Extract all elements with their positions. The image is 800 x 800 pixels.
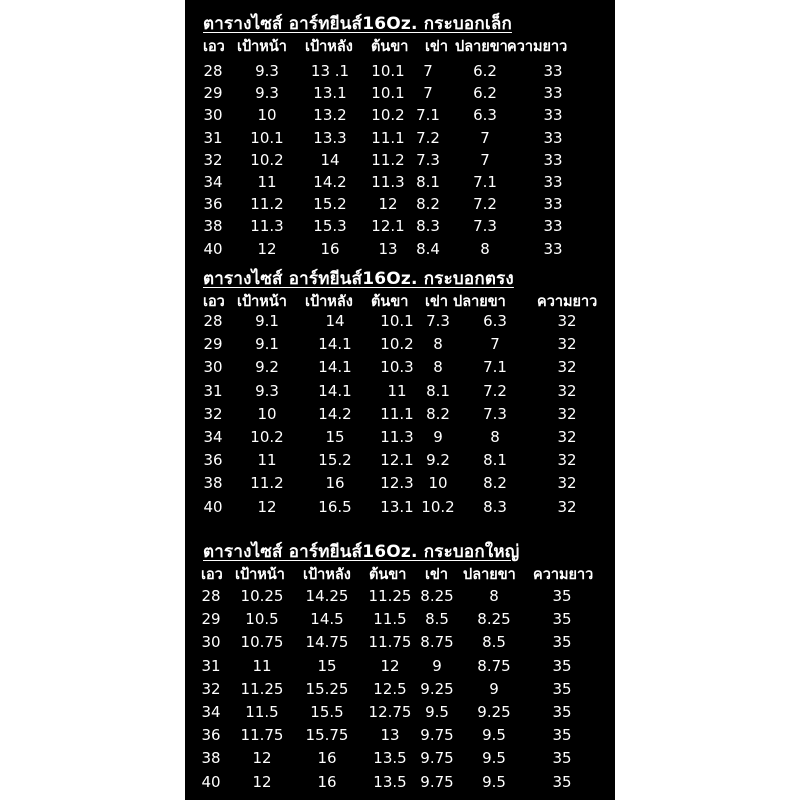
table-cell: 40	[203, 497, 223, 516]
table-cell: 33	[543, 173, 563, 191]
table-cell: 10.75	[240, 633, 284, 652]
column-header: เข่า	[425, 567, 449, 583]
table-cell: 7.1	[473, 173, 497, 191]
table-cell: 32	[557, 312, 577, 330]
table-cell: 13 .1	[310, 62, 350, 80]
table-cell: 11.2	[250, 195, 284, 214]
table-cell: 9.1	[255, 312, 279, 330]
column-header: เป้าหน้า	[235, 567, 285, 583]
table-cell: 9.75	[420, 749, 454, 768]
table-cell: 33	[543, 195, 563, 214]
table-cell: 7.2	[483, 381, 507, 400]
table-row	[185, 382, 615, 404]
table-cell: 35	[552, 633, 572, 652]
table-cell: 28	[201, 587, 221, 605]
table-cell: 14.25	[305, 587, 349, 605]
column-header: เป้าหลัง	[305, 294, 353, 310]
table-cell: 10	[257, 106, 277, 125]
table-cell: 9.3	[255, 381, 279, 400]
table-cell: 35	[552, 749, 572, 768]
table-cell: 12.3	[380, 474, 414, 493]
table-cell: 38	[201, 749, 221, 768]
table-cell: 8	[489, 587, 499, 605]
table-cell: 30	[203, 358, 223, 377]
table-row	[185, 84, 615, 106]
table-cell: 7	[423, 84, 433, 103]
table-row	[185, 195, 615, 217]
table-cell: 8.4	[416, 239, 440, 258]
column-header: เข่า	[425, 39, 449, 55]
table-cell: 7.3	[426, 312, 450, 330]
table-cell: 11	[257, 451, 277, 470]
table-cell: 30	[203, 106, 223, 125]
table-cell: 8.25	[420, 587, 454, 605]
table-cell: 8.1	[483, 451, 507, 470]
table-cell: 10.1	[371, 62, 405, 80]
table-header	[185, 290, 615, 312]
table-cell: 32	[203, 150, 223, 169]
table-row	[185, 106, 615, 128]
table-cell: 34	[203, 173, 223, 191]
table-row	[185, 680, 615, 702]
table-cell: 11.1	[380, 404, 414, 423]
table-cell: 7.3	[483, 404, 507, 423]
table-cell: 9	[489, 679, 499, 698]
table-cell: 31	[203, 128, 223, 147]
column-header: ปลายขา	[455, 39, 508, 55]
table-cell: 12	[252, 772, 272, 791]
table-row	[185, 703, 615, 725]
table-cell: 14.2	[313, 173, 347, 191]
table-cell: 7	[490, 335, 500, 354]
table-cell: 32	[557, 428, 577, 446]
table-cell: 8.3	[483, 497, 507, 516]
table-cell: 8.5	[482, 633, 506, 652]
table-cell: 9.25	[477, 703, 511, 721]
table-cell: 10.2	[371, 106, 405, 125]
table-cell: 8.1	[426, 381, 450, 400]
table-cell: 10.2	[250, 150, 284, 169]
column-header: เข่า	[425, 294, 449, 310]
table-cell: 33	[543, 217, 563, 236]
table-cell: 8	[433, 335, 443, 354]
table-cell: 16	[317, 749, 337, 768]
table-cell: 7.1	[416, 106, 440, 125]
table-cell: 9.5	[482, 726, 506, 745]
table-cell: 40	[203, 239, 223, 258]
table-cell: 11.3	[371, 173, 405, 191]
table-cell: 16	[325, 474, 345, 493]
table-cell: 15.25	[305, 679, 349, 698]
table-cell: 33	[543, 128, 563, 147]
table-row	[185, 312, 615, 334]
table-cell: 7.3	[416, 150, 440, 169]
table-cell: 11.5	[373, 610, 407, 629]
column-header: ความยาว	[533, 567, 594, 583]
table-cell: 8	[433, 358, 443, 377]
column-header: เป้าหลัง	[305, 39, 353, 55]
table-row	[185, 451, 615, 473]
table-cell: 10	[257, 404, 277, 423]
table-cell: 8.2	[483, 474, 507, 493]
table-cell: 8.25	[477, 610, 511, 629]
table-cell: 10.2	[380, 335, 414, 354]
table-cell: 13.5	[373, 772, 407, 791]
table-row	[185, 405, 615, 427]
table-cell: 12.5	[373, 679, 407, 698]
column-header: ความยาว	[507, 39, 568, 55]
table-cell: 10.2	[421, 497, 455, 516]
column-header: เอว	[201, 567, 223, 583]
table-cell: 7.1	[483, 358, 507, 377]
table-cell: 11.3	[380, 428, 414, 446]
section-title: ตารางไซส์ อาร์ทยีนส์16Oz. กระบอกเล็ก	[203, 14, 512, 34]
table-cell: 8.1	[416, 173, 440, 191]
table-row	[185, 657, 615, 679]
table-cell: 15.3	[313, 217, 347, 236]
table-cell: 16	[317, 772, 337, 791]
table-cell: 33	[543, 239, 563, 258]
table-cell: 9	[432, 656, 442, 675]
table-cell: 9.3	[255, 62, 279, 80]
column-header: ความยาว	[537, 294, 598, 310]
table-cell: 11.1	[371, 128, 405, 147]
table-cell: 35	[552, 656, 572, 675]
column-header: เอว	[203, 39, 225, 55]
table-cell: 12	[380, 656, 400, 675]
table-cell: 29	[203, 84, 223, 103]
table-row	[185, 749, 615, 771]
table-cell: 30	[201, 633, 221, 652]
table-row	[185, 62, 615, 84]
table-cell: 15.75	[305, 726, 349, 745]
table-cell: 36	[203, 451, 223, 470]
column-header: ต้นขา	[371, 39, 409, 55]
table-cell: 14.1	[318, 358, 352, 377]
table-cell: 13	[380, 726, 400, 745]
table-cell: 16	[320, 239, 340, 258]
table-cell: 14.2	[318, 404, 352, 423]
column-header: เป้าหลัง	[303, 567, 351, 583]
table-cell: 11.25	[368, 587, 412, 605]
table-cell: 32	[557, 404, 577, 423]
table-cell: 8	[480, 239, 490, 258]
table-cell: 16.5	[318, 497, 352, 516]
table-cell: 6.2	[473, 62, 497, 80]
table-header	[185, 563, 615, 585]
table-cell: 11.2	[371, 150, 405, 169]
table-row	[185, 335, 615, 357]
table-cell: 10.1	[380, 312, 414, 330]
column-header: เป้าหน้า	[237, 294, 287, 310]
table-cell: 7	[480, 150, 490, 169]
column-header: ต้นขา	[371, 294, 409, 310]
table-cell: 14.1	[318, 335, 352, 354]
table-cell: 32	[557, 358, 577, 377]
table-cell: 14.5	[310, 610, 344, 629]
table-cell: 40	[201, 772, 221, 791]
table-row	[185, 129, 615, 151]
table-cell: 15	[325, 428, 345, 446]
table-cell: 36	[201, 726, 221, 745]
table-row	[185, 773, 615, 795]
table-row	[185, 240, 615, 262]
column-header: เป้าหน้า	[237, 39, 287, 55]
table-cell: 9.5	[482, 772, 506, 791]
table-cell: 12.1	[380, 451, 414, 470]
table-cell: 8	[490, 428, 500, 446]
table-cell: 32	[201, 679, 221, 698]
table-cell: 10.25	[240, 587, 284, 605]
table-cell: 12	[257, 239, 277, 258]
table-cell: 32	[557, 335, 577, 354]
table-cell: 10.1	[371, 84, 405, 103]
table-cell: 32	[557, 451, 577, 470]
table-cell: 7	[423, 62, 433, 80]
table-row	[185, 173, 615, 195]
table-cell: 12	[252, 749, 272, 768]
table-cell: 29	[203, 335, 223, 354]
table-cell: 11	[387, 381, 407, 400]
table-cell: 13.3	[313, 128, 347, 147]
table-cell: 12	[378, 195, 398, 214]
table-cell: 14	[320, 150, 340, 169]
table-cell: 28	[203, 62, 223, 80]
table-cell: 13	[378, 239, 398, 258]
table-cell: 31	[201, 656, 221, 675]
table-cell: 9.1	[255, 335, 279, 354]
table-cell: 32	[203, 404, 223, 423]
table-cell: 15.5	[310, 703, 344, 721]
table-cell: 9.2	[426, 451, 450, 470]
table-cell: 11	[257, 173, 277, 191]
table-cell: 10.5	[245, 610, 279, 629]
table-cell: 32	[557, 497, 577, 516]
table-row	[185, 726, 615, 748]
table-row	[185, 474, 615, 496]
table-cell: 35	[552, 587, 572, 605]
table-cell: 7.2	[473, 195, 497, 214]
table-cell: 15.2	[313, 195, 347, 214]
column-header: ปลายขา	[463, 567, 516, 583]
table-row	[185, 358, 615, 380]
table-cell: 9.3	[255, 84, 279, 103]
table-cell: 6.2	[473, 84, 497, 103]
table-row	[185, 610, 615, 632]
table-cell: 35	[552, 726, 572, 745]
table-cell: 11.75	[240, 726, 284, 745]
table-cell: 10.2	[250, 428, 284, 446]
column-header: เอว	[203, 294, 225, 310]
table-cell: 32	[557, 381, 577, 400]
table-cell: 33	[543, 106, 563, 125]
table-row	[185, 217, 615, 239]
table-cell: 6.3	[473, 106, 497, 125]
table-cell: 12.75	[368, 703, 412, 721]
table-row	[185, 498, 615, 520]
table-cell: 9	[433, 428, 443, 446]
table-cell: 8.2	[426, 404, 450, 423]
column-header: ต้นขา	[369, 567, 407, 583]
table-cell: 15	[317, 656, 337, 675]
table-cell: 31	[203, 381, 223, 400]
table-cell: 9.2	[255, 358, 279, 377]
table-cell: 11.75	[368, 633, 412, 652]
table-cell: 34	[203, 428, 223, 446]
table-cell: 11.2	[250, 474, 284, 493]
table-cell: 11.25	[240, 679, 284, 698]
table-cell: 35	[552, 610, 572, 629]
table-cell: 11.3	[250, 217, 284, 236]
table-cell: 13.1	[313, 84, 347, 103]
table-cell: 10	[428, 474, 448, 493]
table-cell: 8.5	[425, 610, 449, 629]
table-cell: 33	[543, 150, 563, 169]
table-cell: 6.3	[483, 312, 507, 330]
table-row	[185, 151, 615, 173]
table-cell: 33	[543, 84, 563, 103]
table-cell: 10.1	[250, 128, 284, 147]
table-cell: 15.2	[318, 451, 352, 470]
table-cell: 33	[543, 62, 563, 80]
table-cell: 9.75	[420, 726, 454, 745]
table-header	[185, 35, 615, 57]
table-cell: 10.3	[380, 358, 414, 377]
table-row	[185, 587, 615, 609]
table-cell: 12.1	[371, 217, 405, 236]
section-title: ตารางไซส์ อาร์ทยีนส์16Oz. กระบอกตรง	[203, 269, 514, 289]
table-cell: 38	[203, 474, 223, 493]
table-cell: 35	[552, 772, 572, 791]
table-cell: 9.75	[420, 772, 454, 791]
table-row	[185, 428, 615, 450]
table-cell: 9.5	[482, 749, 506, 768]
table-cell: 35	[552, 703, 572, 721]
table-row	[185, 633, 615, 655]
table-cell: 29	[201, 610, 221, 629]
column-header: ปลายขา	[453, 294, 506, 310]
table-cell: 13.5	[373, 749, 407, 768]
table-cell: 36	[203, 195, 223, 214]
table-cell: 9.25	[420, 679, 454, 698]
table-cell: 7.2	[416, 128, 440, 147]
table-cell: 13.2	[313, 106, 347, 125]
table-cell: 14	[325, 312, 345, 330]
table-cell: 12	[257, 497, 277, 516]
table-cell: 14.1	[318, 381, 352, 400]
size-chart-panel	[185, 0, 615, 800]
section-title: ตารางไซส์ อาร์ทยีนส์16Oz. กระบอกใหญ่	[203, 542, 520, 562]
table-cell: 8.75	[420, 633, 454, 652]
table-cell: 11.5	[245, 703, 279, 721]
table-cell: 35	[552, 679, 572, 698]
table-cell: 11	[252, 656, 272, 675]
table-cell: 14.75	[305, 633, 349, 652]
table-cell: 7.3	[473, 217, 497, 236]
table-cell: 28	[203, 312, 223, 330]
table-cell: 38	[203, 217, 223, 236]
table-cell: 32	[557, 474, 577, 493]
table-cell: 7	[480, 128, 490, 147]
table-cell: 8.75	[477, 656, 511, 675]
table-cell: 8.3	[416, 217, 440, 236]
table-cell: 34	[201, 703, 221, 721]
table-cell: 8.2	[416, 195, 440, 214]
table-cell: 13.1	[380, 497, 414, 516]
table-cell: 9.5	[425, 703, 449, 721]
